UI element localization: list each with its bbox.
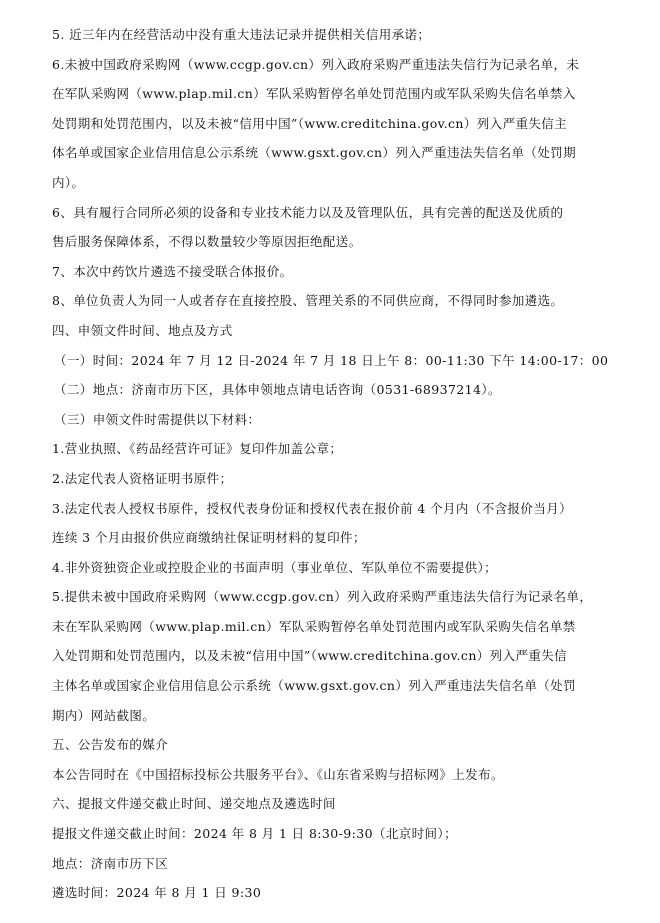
text-line: 4.非外资独资企业或控股企业的书面声明（事业单位、军队单位不需要提供）； — [52, 559, 498, 575]
text-line: 本公告同时在《中国招标投标公共服务平台》、《山东省采购与招标网》上发布。 — [52, 766, 504, 782]
text-line: 在军队采购网（www.plap.mil.cn）军队采购暂停名单处罚范围内或军队采购失信名单禁入 — [52, 86, 576, 102]
text-line: 8、单位负责人为同一人或者存在直接控股、管理关系的不同供应商，不得同时参加遴选。 — [52, 293, 564, 309]
section-heading: 六、提报文件递交截止时间、递交地点及遴选时间 — [52, 796, 336, 812]
text-line: 5. 近三年内在经营活动中没有重大违法记录并提供相关信用承诺； — [52, 27, 431, 42]
text-line: 售后服务保障体系，不得以数量较少等原因拒绝配送。 — [52, 234, 362, 250]
text-line: （二）地点：济南市历下区，具体申领地点请电话咨询（0531-68937214）。 — [54, 382, 501, 398]
text-line: 处罚期和处罚范围内，以及未被“信用中国”（www.creditchina.gov.cn）列入严重失信主 — [52, 115, 568, 131]
text-line: 内）。 — [52, 174, 85, 190]
text-line: 5.提供未被中国政府采购网（www.ccgp.gov.cn）列入政府采购严重违法失信行为记录名单， — [52, 589, 593, 605]
text-line: 1.营业执照、《药品经营许可证》复印件加盖公章； — [52, 441, 343, 457]
section-heading: 四、申领文件时间、地点及方式 — [52, 322, 233, 338]
text-line: 提报文件递交截止时间：2024 年 8 月 1 日 8:30-9:30（北京时间）； — [52, 826, 457, 842]
text-line: 遴选时间：2024 年 8 月 1 日 9:30 — [52, 885, 262, 901]
section-heading: 五、公告发布的媒介 — [52, 737, 169, 753]
text-line: 6.未被中国政府采购网（www.ccgp.gov.cn）列入政府采购严重违法失信行为记录名单，未 — [52, 56, 580, 72]
text-line: 地点：济南市历下区 — [52, 855, 169, 871]
text-line: 入处罚期和处罚范围内，以及未被“信用中国”（www.creditchina.gov.cn）列入严重失信 — [52, 648, 568, 664]
document-body — [52, 20, 622, 908]
text-line: 2.法定代表人资格证明书原件； — [52, 470, 233, 486]
text-line: 连续 3 个月由报价供应商缴纳社保证明材料的复印件； — [52, 530, 366, 546]
text-line: （一）时间：2024 年 7 月 12 日-2024 年 7 月 18 日上午 8：00-11:30 下午 14:00-17：00 — [54, 352, 609, 368]
text-line: 主体名单或国家企业信用信息公示系统（www.gsxt.gov.cn）列入严重违法失信名单（处罚 — [52, 678, 576, 694]
text-line: 期内）网站截图。 — [52, 707, 156, 723]
text-line: 体名单或国家企业信用信息公示系统（www.gsxt.gov.cn）列入严重违法失信名单（处罚期 — [52, 145, 576, 161]
text-line: 未在军队采购网（www.plap.mil.cn）军队采购暂停名单处罚范围内或军队采购失信名单禁 — [52, 618, 576, 634]
text-line: （三）申领文件时需提供以下材料： — [54, 411, 261, 427]
text-line: 7、本次中药饮片遴选不接受联合体报价。 — [52, 263, 293, 279]
text-line: 3.法定代表人授权书原件，授权代表身份证和授权代表在报价前 4 个月内（不含报价当月） — [52, 500, 573, 516]
text-line: 6、具有履行合同所必须的设备和专业技术能力以及及管理队伍，具有完善的配送及优质的 — [52, 204, 564, 220]
